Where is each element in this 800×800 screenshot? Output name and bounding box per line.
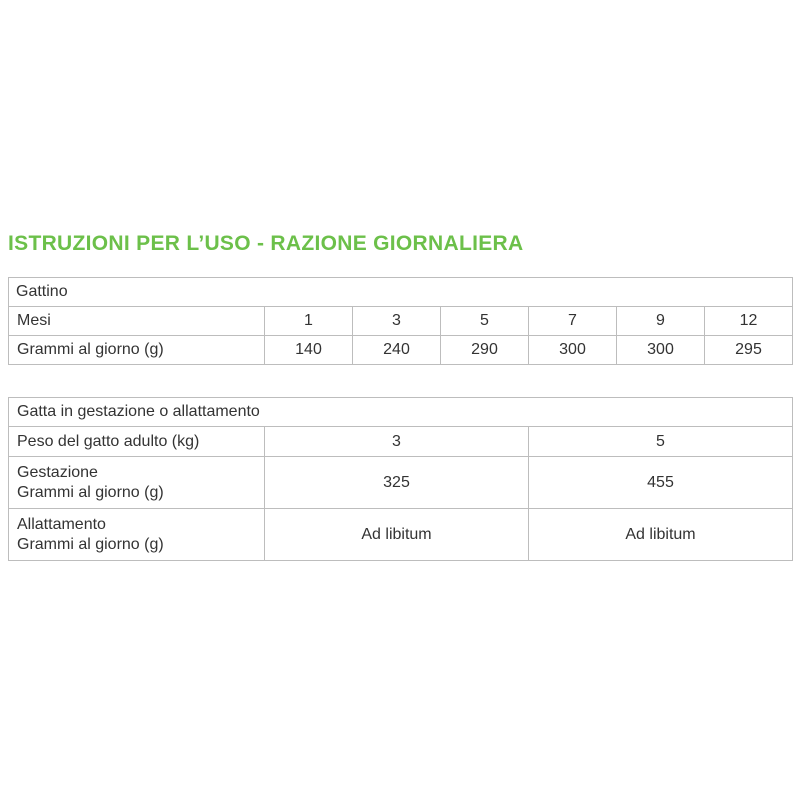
gestation-label-line-2: Grammi al giorno (g) bbox=[17, 483, 164, 501]
table-row bbox=[9, 307, 793, 336]
lactation-label-line-2: Grammi al giorno (g) bbox=[17, 535, 164, 553]
pregnant-heading: Gatta in gestazione o allattamento bbox=[9, 398, 793, 427]
lactation-label-line-1: Allattamento bbox=[17, 515, 106, 533]
table-row bbox=[9, 336, 793, 365]
weight-cell: 5 bbox=[529, 427, 793, 457]
gestation-label bbox=[9, 457, 265, 509]
weight-cell: 3 bbox=[265, 427, 529, 457]
page-title: ISTRUZIONI PER L’USO - RAZIONE GIORNALIERA bbox=[8, 232, 524, 255]
month-cell: 7 bbox=[529, 307, 617, 336]
kitten-heading: Gattino bbox=[9, 278, 793, 307]
grams-cell: 140 bbox=[265, 336, 353, 365]
table-row bbox=[9, 509, 793, 561]
table-row bbox=[9, 427, 793, 457]
month-cell: 3 bbox=[353, 307, 441, 336]
kitten-ration-table bbox=[8, 277, 793, 365]
table-heading-row bbox=[9, 278, 793, 307]
grams-cell: 295 bbox=[705, 336, 793, 365]
lactation-cell: Ad libitum bbox=[529, 509, 793, 561]
gestation-label-line-1: Gestazione bbox=[17, 463, 98, 481]
month-cell: 1 bbox=[265, 307, 353, 336]
grams-cell: 300 bbox=[617, 336, 705, 365]
pregnant-ration-table bbox=[8, 397, 793, 561]
grams-cell: 290 bbox=[441, 336, 529, 365]
grams-cell: 300 bbox=[529, 336, 617, 365]
table-heading-row bbox=[9, 398, 793, 427]
months-label: Mesi bbox=[9, 307, 265, 336]
weight-label: Peso del gatto adulto (kg) bbox=[9, 427, 265, 457]
gestation-cell: 455 bbox=[529, 457, 793, 509]
month-cell: 9 bbox=[617, 307, 705, 336]
grams-cell: 240 bbox=[353, 336, 441, 365]
table-row bbox=[9, 457, 793, 509]
gestation-cell: 325 bbox=[265, 457, 529, 509]
grams-label: Grammi al giorno (g) bbox=[9, 336, 265, 365]
lactation-label bbox=[9, 509, 265, 561]
month-cell: 5 bbox=[441, 307, 529, 336]
month-cell: 12 bbox=[705, 307, 793, 336]
lactation-cell: Ad libitum bbox=[265, 509, 529, 561]
